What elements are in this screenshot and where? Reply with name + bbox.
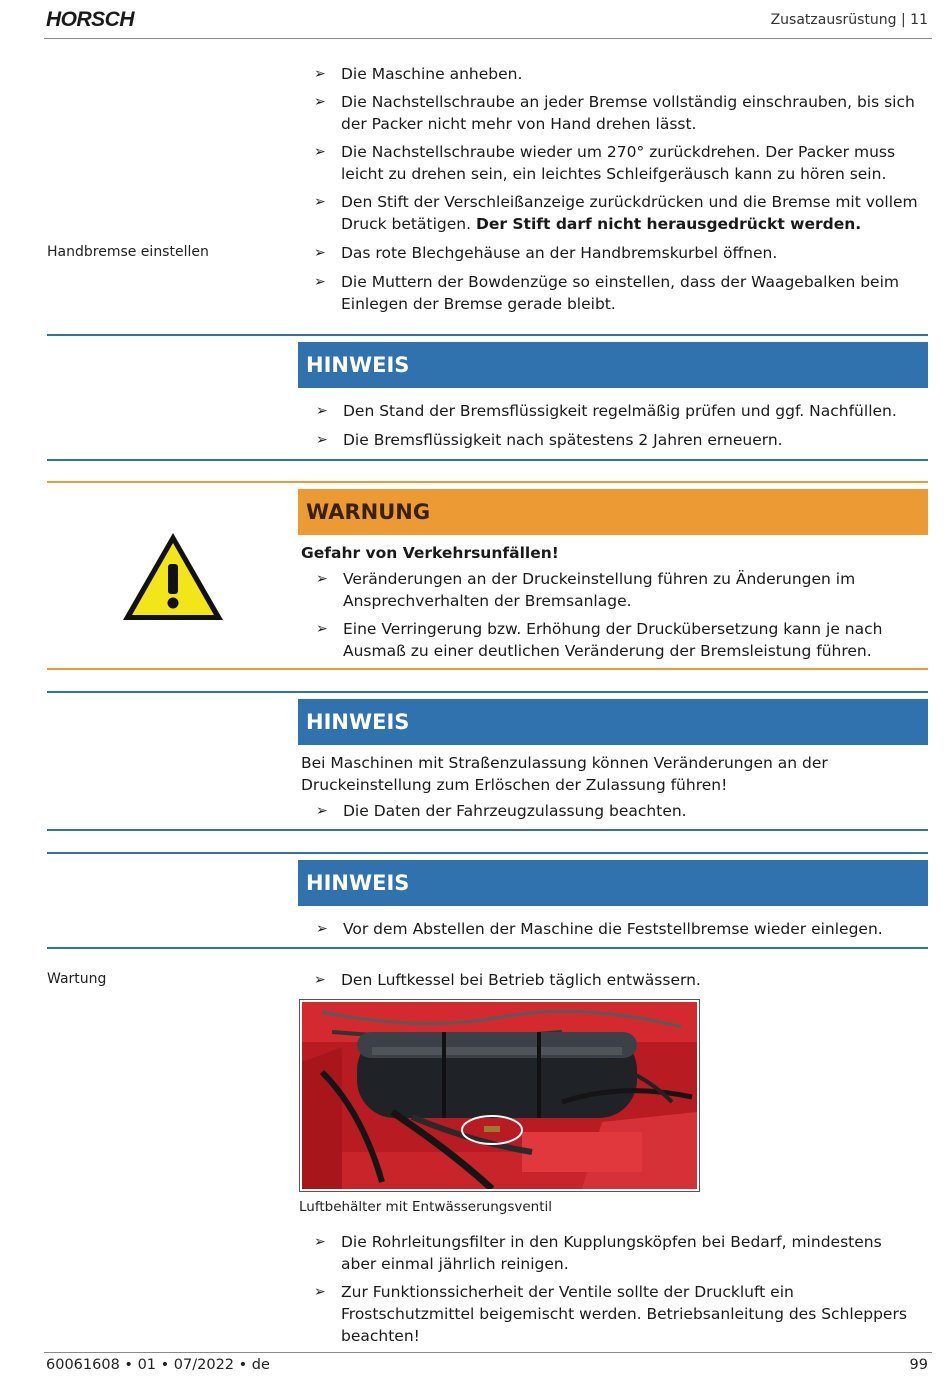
notice-top-rule (47, 334, 928, 336)
sidebar-label-wartung: Wartung (47, 971, 107, 987)
arrowhead-bullet-icon: ➢ (316, 403, 328, 419)
list-item (314, 191, 920, 235)
warning-triangle-icon (120, 530, 226, 624)
footer-rule (44, 1352, 932, 1353)
step-text: Den Stift der Verschleißanzeige zurückdrücken und die Bremse mit vollem Druck betätigen. (341, 193, 918, 233)
arrowhead-bullet-icon: ➢ (316, 571, 328, 587)
document-id: 60061608 • 01 • 07/2022 • de (46, 1357, 270, 1373)
horsch-logo: HORSCH (46, 8, 135, 31)
header-rule (44, 38, 932, 39)
photo-caption: Luftbehälter mit Entwässerungsventil (299, 1199, 553, 1215)
notice-banner: HINWEIS (298, 860, 928, 906)
arrowhead-bullet-icon: ➢ (316, 621, 328, 637)
arrowhead-bullet-icon: ➢ (314, 1284, 326, 1300)
notice-top-rule (47, 691, 928, 693)
arrowhead-bullet-icon: ➢ (314, 274, 326, 290)
notice-banner: HINWEIS (298, 699, 928, 745)
notice-top-rule (47, 852, 928, 854)
notice-text: Bei Maschinen mit Straßenzulassung können Veränderungen an der Druckeinstellung zum Erlöschen der Zulassung führen! (301, 754, 828, 794)
arrowhead-bullet-icon: ➢ (314, 66, 326, 82)
warning-banner: WARNUNG (298, 489, 928, 535)
list-item: ➢ Die Maschine anheben. (314, 65, 523, 83)
arrowhead-bullet-icon: ➢ (316, 921, 328, 937)
list-item: ➢ Die Bremsflüssigkeit nach spätestens 2 Jahren erneuern. (316, 431, 783, 449)
list-item: ➢ Das rote Blechgehäuse an der Handbremskurbel öffnen. (314, 244, 778, 262)
notice-bottom-rule (47, 947, 928, 949)
notice-bottom-rule (47, 829, 928, 831)
arrowhead-bullet-icon: ➢ (316, 432, 328, 448)
arrowhead-bullet-icon: ➢ (314, 972, 326, 988)
list-item: ➢ Den Luftkessel bei Betrieb täglich entwässern. (314, 971, 701, 989)
list-item: ➢ Die Rohrleitungsfilter in den Kupplungsköpfen bei Bedarf, mindestens aber einmal jährlich reinigen. (314, 1233, 882, 1273)
list-item: ➢ Die Nachstellschraube an jeder Bremse vollständig einschrauben, bis sich der Packer nicht mehr von Hand drehen lässt. (314, 93, 915, 133)
arrowhead-bullet-icon: ➢ (314, 194, 326, 210)
arrowhead-bullet-icon: ➢ (316, 803, 328, 819)
warning-top-rule (47, 481, 928, 483)
list-item: ➢ Vor dem Abstellen der Maschine die Feststellbremse wieder einlegen. (316, 920, 883, 938)
warning-bottom-rule (47, 668, 928, 670)
list-item: ➢ Die Daten der Fahrzeugzulassung beachten. (316, 802, 687, 820)
arrowhead-bullet-icon: ➢ (314, 144, 326, 160)
page-number: 99 (909, 1357, 928, 1373)
arrowhead-bullet-icon: ➢ (314, 1234, 326, 1250)
arrowhead-bullet-icon: ➢ (314, 94, 326, 110)
list-item: ➢ Zur Funktionssicherheit der Ventile sollte der Druckluft ein Frostschutzmittel beigemischt werden. Betriebsanleitung des Schleppers beachten! (314, 1283, 907, 1345)
notice-banner: HINWEIS (298, 342, 928, 388)
notice-bottom-rule (47, 459, 928, 461)
list-item: ➢ Den Stand der Bremsflüssigkeit regelmäßig prüfen und ggf. Nachfüllen. (316, 402, 897, 420)
chapter-header: Zusatzausrüstung | 11 (770, 12, 928, 28)
sidebar-label-handbremse: Handbremse einstellen (47, 244, 209, 260)
list-item: ➢ Veränderungen an der Druckeinstellung führen zu Änderungen im Ansprechverhalten der Bremsanlage. (316, 570, 856, 610)
list-item: ➢ Die Nachstellschraube wieder um 270° zurückdrehen. Der Packer muss leicht zu drehen sein, ein leichtes Schleifgeräusch kann zu hören sein. (314, 143, 896, 183)
list-item: ➢ Die Muttern der Bowdenzüge so einstellen, dass der Waagebalken beim Einlegen der Bremse gerade bleibt. (314, 273, 899, 313)
arrowhead-bullet-icon: ➢ (314, 245, 326, 261)
air-tank-photo (299, 999, 700, 1192)
list-item: ➢ Eine Verringerung bzw. Erhöhung der Druckübersetzung kann je nach Ausmaß zu einer deutlichen Veränderung der Bremsleistung führen. (316, 620, 883, 660)
step-emphasis: Der Stift darf nicht herausgedrückt werden. (475, 215, 862, 233)
warning-subtitle: Gefahr von Verkehrsunfällen! (301, 544, 559, 562)
